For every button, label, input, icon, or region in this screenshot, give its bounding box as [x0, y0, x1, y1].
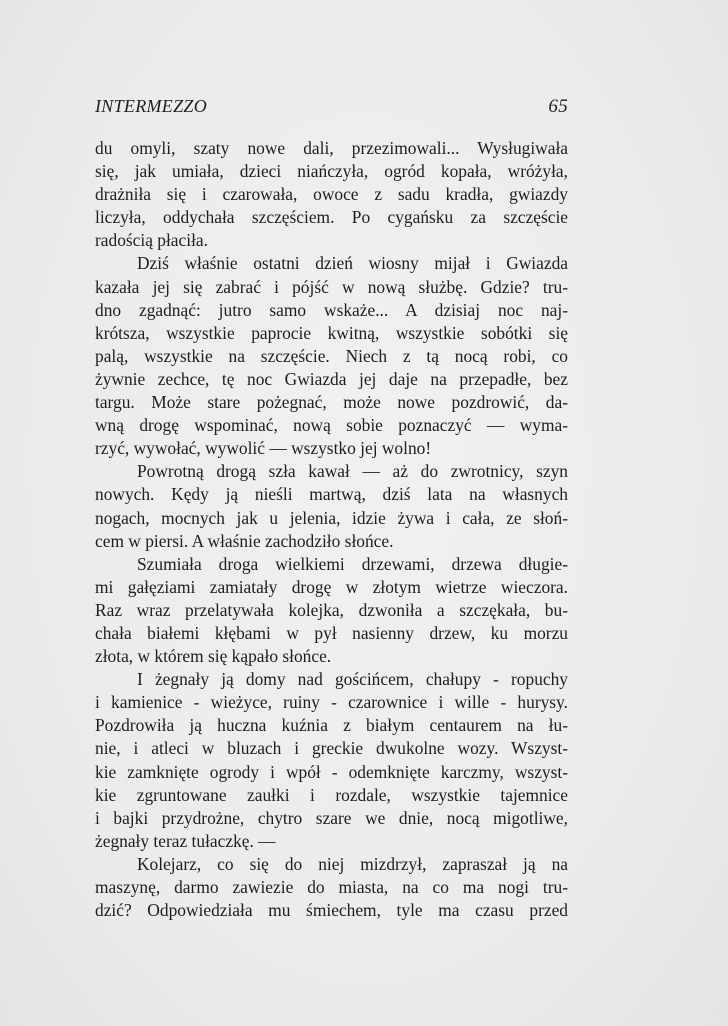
text-line: maszynę, darmo zawiezie do miasta, na co ma nogi tru- — [95, 877, 568, 897]
text-line: Powrotną drogą szła kawał — aż do zwrotnicy, szyn — [137, 461, 568, 482]
text-line: liczyła, oddychała szczęściem. Po cygańsku za szczęście — [95, 207, 568, 228]
text-line: kie zamknięte ogrody i wpół - odemknięte karczmy, wszyst- — [95, 761, 568, 782]
body-text — [95, 137, 568, 922]
paragraph — [95, 460, 568, 552]
text-line: wną drogę wspominać, nową sobie poznaczyć — wyma- — [95, 415, 568, 436]
page-number: 65 — [548, 96, 568, 117]
text-line: chała białemi kłębami w pył nasienny drzew, ku morzu — [95, 622, 568, 643]
text-line: żywnie zechce, tę noc Gwiazda jej daje na przepadłe, bez — [95, 368, 568, 389]
text-line: złota, w którem się kąpało słońce. — [95, 646, 332, 667]
paragraph — [95, 252, 568, 460]
text-line: radością płaciła. — [95, 230, 208, 251]
text-line: rzyć, wywołać, wywolić — wszystko jej wolno! — [95, 438, 432, 459]
text-line: Pozdrowiła ją huczna kuźnia z białym centaurem na łu- — [95, 715, 568, 736]
paragraph — [95, 668, 568, 853]
paragraph — [95, 553, 568, 668]
text-line: I żegnały ją domy nad gościńcem, chałupy - ropuchy — [137, 669, 568, 690]
text-line: nogach, mocnych jak u jelenia, idzie żywa i cała, ze słoń- — [95, 507, 568, 528]
text-line: nowych. Kędy ją nieśli martwą, dziś lata na własnych — [95, 484, 568, 505]
text-line: Dziś właśnie ostatni dzień wiosny mijał i Gwiazda — [137, 253, 568, 274]
text-line: Raz wraz przelatywała kolejka, dzwoniła a szczękała, bu- — [95, 599, 568, 620]
paragraph — [95, 137, 568, 252]
running-head — [95, 96, 568, 120]
text-line: cem w piersi. A właśnie zachodziło słońce. — [95, 530, 394, 551]
text-line: palą, wszystkie na szczęście. Niech z tą nocą robi, co — [95, 345, 568, 366]
text-line: targu. Może stare pożegnać, może nowe pozdrowić, da- — [95, 392, 568, 413]
text-line: kie zgruntowane zaułki i rozdale, wszystkie tajemnice — [95, 784, 568, 805]
text-line: mi gałęziami zamiatały drogę w złotym wietrze wieczora. — [95, 576, 568, 597]
text-line: i bajki przydrożne, chytro szare we dnie, nocą migotliwe, — [95, 807, 568, 828]
chapter-title: INTERMEZZO — [95, 96, 208, 116]
text-line: dzić? Odpowiedziała mu śmiechem, tyle ma czasu przed — [95, 900, 568, 921]
text-line: nie, i atleci w bluzach i greckie dwukolne wozy. Wszyst- — [95, 738, 568, 759]
text-line: kazała jej się zabrać i pójść w nową służbę. Gdzie? tru- — [95, 276, 568, 297]
text-line: się, jak umiała, dzieci niańczyła, ogród kopała, wróżyła, — [95, 161, 568, 182]
text-line: dno zgadnąć: jutro samo wskaże... A dzisiaj noc naj- — [95, 299, 568, 320]
text-line: żegnały teraz tułaczkę. — — [95, 830, 276, 851]
text-line: Szumiała droga wielkiemi drzewami, drzewa długie- — [137, 553, 568, 574]
paragraph — [95, 853, 568, 922]
text-line: du omyli, szaty nowe dali, przezimowali... Wysługiwała — [95, 138, 568, 158]
text-line: Kolejarz, co się do niej mizdrzył, zapraszał ją na — [137, 853, 568, 874]
text-line: krótsza, wszystkie paprocie kwitną, wszystkie sobótki się — [95, 322, 568, 343]
text-line: drażniła się i czarowała, owoce z sadu kradła, gwiazdy — [95, 184, 568, 205]
text-line: i kamienice - wieżyce, ruiny - czarownice i wille - hurysy. — [95, 692, 568, 713]
